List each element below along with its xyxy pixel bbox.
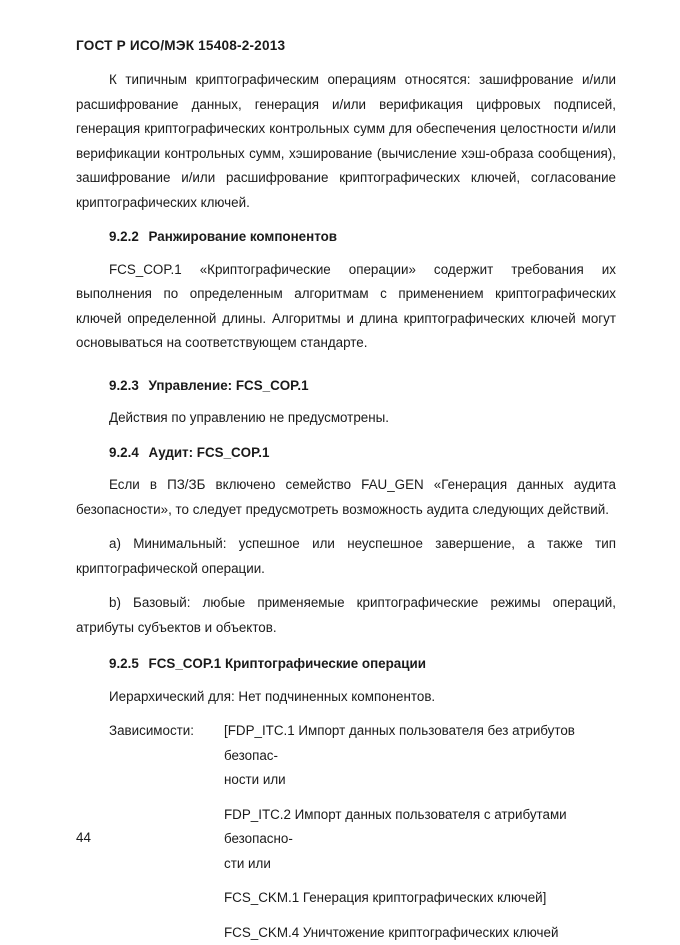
dependency-item: FCS_CKM.1 Генерация криптографических ключей] [76,886,616,911]
section-title: FCS_COP.1 Криптографические операции [149,656,426,671]
section-title: Ранжирование компонентов [149,229,337,244]
list-item-b: b) Базовый: любые применяемые криптографические режимы операций, атрибуты субъектов и объектов. [76,591,616,640]
dependency-item: FCS_CKM.4 Уничтожение криптографических ключей [76,921,616,945]
section-paragraph: FCS_COP.1 «Криптографические операции» содержит требования их выполнения по определенным алгоритмам с применением криптографических ключей определенной длины. Алгоритмы и длина криптографических ключей могут основываться на соответствующем стандарте. [76,258,616,356]
dependency-item: FDP_ITC.2 Импорт данных пользователя с атрибутами безопасно- [76,803,616,852]
dependency-item-continuation: сти или [76,852,616,877]
section-title: Управление: FCS_COP.1 [149,378,309,393]
section-heading-9-2-5 [76,652,616,677]
intro-paragraph: К типичным криптографическим операциям относятся: зашифрование и/или расшифрование данных, генерация и/или верификация цифровых подписей, генерация криптографических контрольных сумм для обеспечения целостности и/или верификации контрольных сумм, хэширование (вычисление хэш-образа сообщения), зашифрование и/или расшифрование криптографических ключей, согласование криптографических ключей. [76,68,616,215]
dependencies-label: Зависимости: [76,719,224,768]
section-heading-9-2-4 [76,441,616,466]
hierarchy-line: Иерархический для: Нет подчиненных компонентов. [76,685,616,710]
section-number: 9.2.3 [109,374,139,399]
section-heading-9-2-2 [76,225,616,250]
document-body [76,68,616,945]
dependency-item-continuation: ности или [76,768,616,793]
section-number: 9.2.4 [109,441,139,466]
section-number: 9.2.2 [109,225,139,250]
dependency-item: [FDP_ITC.1 Импорт данных пользователя без атрибутов безопас- [224,719,616,768]
list-item-a: a) Минимальный: успешное или неуспешное завершение, а также тип криптографической операции. [76,532,616,581]
section-paragraph: Действия по управлению не предусмотрены. [76,406,616,431]
document-header: ГОСТ Р ИСО/МЭК 15408-2-2013 [76,38,285,53]
section-heading-9-2-3 [76,374,616,399]
section-number: 9.2.5 [109,652,139,677]
dependencies-block [76,719,616,945]
section-paragraph: Если в ПЗ/ЗБ включено семейство FAU_GEN «Генерация данных аудита безопасности», то следует предусмотреть возможность аудита следующих действий. [76,473,616,522]
page-number: 44 [76,830,91,845]
section-title: Аудит: FCS_COP.1 [149,445,270,460]
